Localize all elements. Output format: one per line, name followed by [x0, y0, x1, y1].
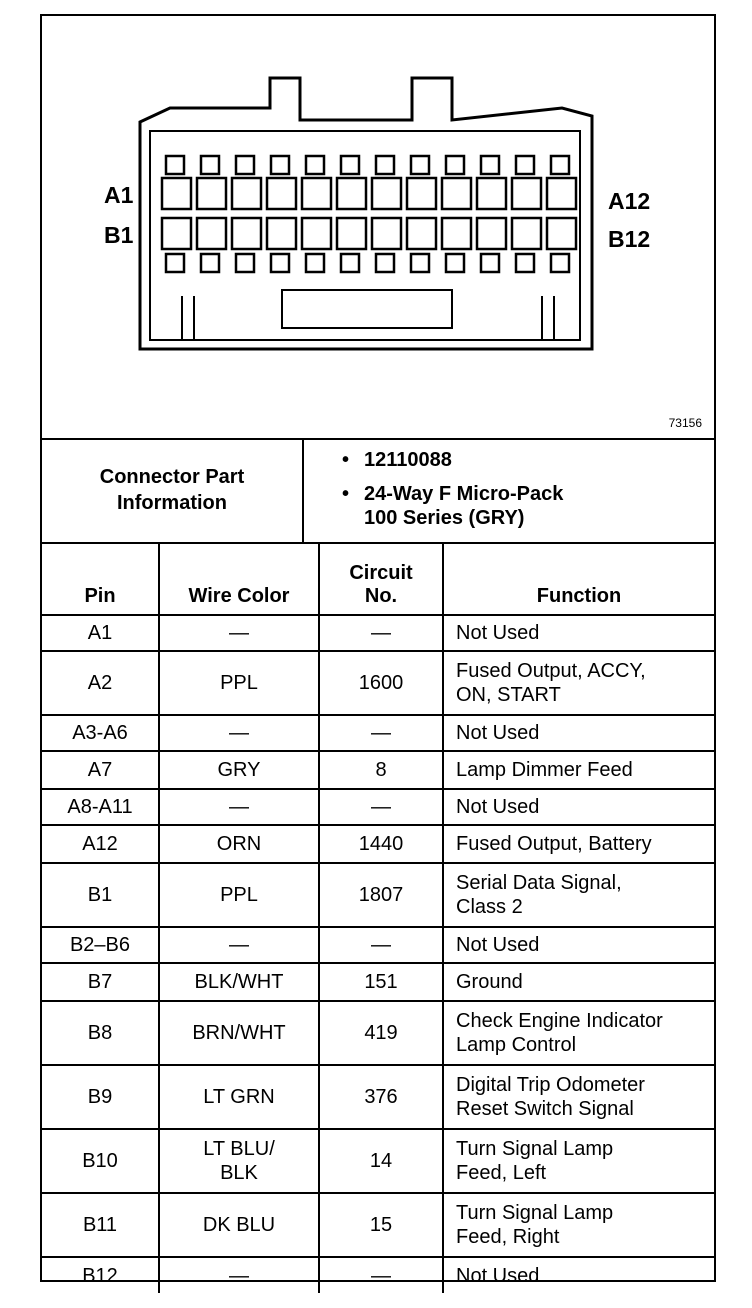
wire-color-cell-text: LT BLU/: [203, 1138, 275, 1160]
function-cell: [443, 751, 714, 789]
connector-info-label: [42, 438, 304, 542]
function-cell-text: Feed, Right: [456, 1226, 560, 1248]
function-cell-text: Fused Output, ACCY,: [456, 660, 646, 682]
terminal-latch: [306, 254, 324, 272]
wire-color-cell-text: BLK/WHT: [194, 971, 284, 993]
terminal-latch: [201, 156, 219, 174]
terminal-latch: [166, 156, 184, 174]
circuit-cell-text: 14: [369, 1150, 393, 1172]
header-circuit-line1: Circuit: [349, 562, 413, 584]
wire-color-cell: [159, 927, 319, 963]
wire-color-cell: [159, 751, 319, 789]
pin-cell-text: A8-A11: [67, 796, 133, 818]
connector-info-details: [342, 448, 563, 540]
bullet-icon: •: [342, 483, 350, 505]
header-pin: Pin: [42, 543, 159, 615]
circuit-cell-text: 15: [369, 1214, 393, 1236]
terminal-latch: [166, 254, 184, 272]
function-cell-text: Turn Signal Lamp: [456, 1138, 614, 1160]
pin-cavity: [477, 218, 506, 249]
circuit-cell-text: —: [371, 796, 391, 818]
wire-color-cell: [159, 1257, 319, 1293]
circuit-cell-text: 1600: [358, 672, 404, 694]
pin-cell-text: A7: [87, 759, 113, 781]
function-cell-text: Not Used: [456, 722, 540, 744]
function-cell-text: Serial Data Signal,: [456, 872, 622, 894]
pin-cavity: [267, 218, 296, 249]
pin-cavity: [512, 178, 541, 209]
circuit-cell-text: 419: [364, 1022, 398, 1044]
table-header-row: [42, 543, 714, 615]
pin-cell-text: B11: [82, 1214, 118, 1236]
pin-cell: [42, 1129, 159, 1193]
table-row: [42, 863, 714, 927]
circuit-cell: [319, 1193, 443, 1257]
terminal-latch: [376, 156, 394, 174]
function-cell: [443, 1129, 714, 1193]
pin-cavity: [197, 218, 226, 249]
pin-cavity: [477, 178, 506, 209]
circuit-cell: [319, 863, 443, 927]
wire-color-cell: [159, 963, 319, 1001]
terminal-latch: [446, 156, 464, 174]
connector-info-label-line2: Information: [117, 492, 227, 514]
wire-color-cell: [159, 1065, 319, 1129]
function-cell-text: Ground: [456, 971, 523, 993]
circuit-cell: [319, 615, 443, 651]
circuit-cell: [319, 789, 443, 825]
circuit-cell: [319, 1065, 443, 1129]
circuit-cell-text: 376: [364, 1086, 398, 1108]
wire-color-cell-text: DK BLU: [202, 1214, 276, 1236]
header-circuit-line2: No.: [364, 585, 398, 607]
terminal-latch: [341, 254, 359, 272]
table-row: [42, 789, 714, 825]
pin-cell: [42, 963, 159, 1001]
table-row: [42, 1193, 714, 1257]
label-a1: A1: [104, 182, 134, 208]
pin-cell-text: A3-A6: [72, 722, 128, 744]
part-number-item: [342, 448, 563, 472]
terminal-latch: [201, 254, 219, 272]
terminal-latch: [551, 156, 569, 174]
wire-color-cell-text: PPL: [220, 672, 258, 694]
wire-color-cell: [159, 789, 319, 825]
circuit-cell-text: 1440: [358, 833, 404, 855]
function-cell-text: Lamp Control: [456, 1034, 577, 1056]
wire-color-cell-text: LT GRN: [203, 1086, 275, 1108]
circuit-cell: [319, 651, 443, 715]
pin-cavity: [162, 178, 191, 209]
table-row: [42, 963, 714, 1001]
pin-cavity: [302, 178, 331, 209]
function-cell-text: Not Used: [456, 622, 540, 644]
table-row: [42, 1065, 714, 1129]
connector-part-information: [42, 438, 714, 544]
part-number: 12110088: [364, 449, 452, 471]
wire-color-cell: [159, 863, 319, 927]
pin-cavity: [547, 178, 576, 209]
pin-cell-text: A2: [87, 672, 113, 694]
pin-cell-text: B8: [87, 1022, 113, 1044]
circuit-cell: [319, 927, 443, 963]
label-b12: B12: [608, 226, 651, 252]
function-cell-text: Not Used: [456, 1264, 540, 1287]
terminal-latch: [376, 254, 394, 272]
function-cell-text: Not Used: [456, 934, 540, 956]
wire-color-cell-text: —: [229, 622, 249, 644]
circuit-cell: [319, 825, 443, 863]
circuit-cell: [319, 1257, 443, 1293]
function-cell-text: Reset Switch Signal: [456, 1098, 634, 1120]
table-row: [42, 615, 714, 651]
function-cell-text: Feed, Left: [456, 1162, 547, 1184]
connector-diagram: [42, 16, 714, 440]
pin-cavity: [197, 178, 226, 209]
circuit-cell: [319, 751, 443, 789]
circuit-cell: [319, 963, 443, 1001]
terminal-latch: [341, 156, 359, 174]
terminal-latch: [271, 254, 289, 272]
pin-cavity: [232, 178, 261, 209]
header-function: Function: [443, 543, 714, 615]
pin-cell: [42, 825, 159, 863]
connector-info-label-line1: Connector Part: [99, 466, 245, 488]
wire-color-cell-text: —: [229, 934, 249, 956]
terminal-latch: [481, 156, 499, 174]
pin-cell: [42, 1001, 159, 1065]
terminal-latch: [446, 254, 464, 272]
circuit-cell-text: 151: [364, 971, 398, 993]
terminal-latch: [516, 156, 534, 174]
pin-cell: [42, 1065, 159, 1129]
table-row: [42, 1001, 714, 1065]
wire-color-cell: [159, 1193, 319, 1257]
pin-cell-text: B9: [87, 1086, 113, 1108]
function-cell-text: Turn Signal Lamp: [456, 1202, 614, 1224]
terminal-latch: [411, 254, 429, 272]
pin-cell: [42, 751, 159, 789]
pin-cell-text: A12: [82, 833, 118, 855]
function-cell-text: Lamp Dimmer Feed: [456, 759, 633, 781]
pin-cell-text: B1: [87, 884, 113, 906]
description-item: [342, 482, 563, 530]
function-cell-text: Class 2: [456, 896, 523, 918]
pin-cell-text: B12: [82, 1264, 118, 1287]
wire-color-cell-text: PPL: [220, 884, 258, 906]
table-row: [42, 825, 714, 863]
function-cell-text: Fused Output, Battery: [456, 833, 652, 855]
wire-color-cell-text: —: [229, 796, 249, 818]
pin-cavity: [302, 218, 331, 249]
table-row: [42, 715, 714, 751]
wire-color-cell: [159, 1001, 319, 1065]
wire-color-cell: [159, 1129, 319, 1193]
pin-cell: [42, 615, 159, 651]
pin-cell: [42, 1257, 159, 1293]
pin-cavity: [442, 178, 471, 209]
connector-sheet: [40, 14, 716, 1287]
header-wire-color: Wire Color: [159, 543, 319, 615]
table-row: [42, 927, 714, 963]
terminal-latch: [481, 254, 499, 272]
pin-cell-text: A1: [87, 622, 113, 644]
wire-color-cell: [159, 651, 319, 715]
wire-color-cell-text: —: [229, 722, 249, 744]
terminal-latch: [551, 254, 569, 272]
circuit-cell: [319, 1001, 443, 1065]
pin-cell-text: B7: [87, 971, 113, 993]
wire-color-cell: [159, 715, 319, 751]
pin-cavity: [407, 218, 436, 249]
pinout-table: [42, 542, 714, 1293]
description-line1: 24-Way F Micro-Pack: [364, 483, 564, 505]
pin-cell-text: B2–B6: [69, 934, 131, 956]
description-line2: 100 Series (GRY): [364, 507, 525, 529]
function-cell-text: Check Engine Indicator: [456, 1010, 663, 1032]
circuit-cell-text: 1807: [358, 884, 404, 906]
pin-cavity: [267, 178, 296, 209]
wire-color-cell: [159, 825, 319, 863]
pin-cavity: [232, 218, 261, 249]
terminal-latch: [236, 156, 254, 174]
function-cell-text: Digital Trip Odometer: [456, 1074, 645, 1096]
pin-cavity: [512, 218, 541, 249]
wire-color-cell-text: BLK: [220, 1162, 258, 1184]
circuit-cell: [319, 1129, 443, 1193]
terminal-latch: [271, 156, 289, 174]
terminal-latch: [236, 254, 254, 272]
figure-number: 73156: [668, 416, 702, 430]
circuit-cell-text: —: [371, 622, 391, 644]
function-cell-text: Not Used: [456, 796, 540, 818]
function-cell: [443, 1065, 714, 1129]
pin-cell-text: B10: [82, 1150, 118, 1172]
function-cell: [443, 651, 714, 715]
terminal-latch: [411, 156, 429, 174]
function-cell: [443, 615, 714, 651]
function-cell: [443, 789, 714, 825]
table-row: [42, 1257, 714, 1293]
function-cell: [443, 825, 714, 863]
pin-cell: [42, 863, 159, 927]
circuit-cell-text: —: [371, 722, 391, 744]
pin-cavity: [162, 218, 191, 249]
bullet-icon: •: [342, 449, 350, 471]
pin-cell: [42, 651, 159, 715]
terminal-latch: [306, 156, 324, 174]
function-cell: [443, 1001, 714, 1065]
wire-color-cell-text: ORN: [216, 833, 262, 855]
circuit-cell-text: —: [371, 1264, 391, 1287]
function-cell: [443, 715, 714, 751]
table-row: [42, 751, 714, 789]
table-row: [42, 651, 714, 715]
circuit-cell-text: 8: [375, 759, 387, 781]
terminal-latch: [516, 254, 534, 272]
pin-cavity: [407, 178, 436, 209]
pin-cavity: [372, 178, 401, 209]
pin-cell: [42, 1193, 159, 1257]
function-cell: [443, 1257, 714, 1293]
wire-color-cell-text: BRN/WHT: [192, 1022, 286, 1044]
wire-color-cell-text: —: [229, 1264, 249, 1287]
wire-color-cell-text: GRY: [217, 759, 261, 781]
pin-cell: [42, 927, 159, 963]
circuit-cell: [319, 715, 443, 751]
pin-cavity: [337, 218, 366, 249]
pin-cavity: [547, 218, 576, 249]
circuit-cell-text: —: [371, 934, 391, 956]
function-cell: [443, 927, 714, 963]
pin-cavity: [372, 218, 401, 249]
label-a12: A12: [608, 188, 651, 214]
wire-color-cell: [159, 615, 319, 651]
function-cell-text: ON, START: [456, 684, 561, 706]
label-b1: B1: [104, 222, 134, 248]
table-row: [42, 1129, 714, 1193]
function-cell: [443, 863, 714, 927]
pin-cavity: [442, 218, 471, 249]
function-cell: [443, 1193, 714, 1257]
pin-cell: [42, 789, 159, 825]
header-circuit-no: [319, 543, 443, 615]
pin-cell: [42, 715, 159, 751]
function-cell: [443, 963, 714, 1001]
pin-cavity: [337, 178, 366, 209]
